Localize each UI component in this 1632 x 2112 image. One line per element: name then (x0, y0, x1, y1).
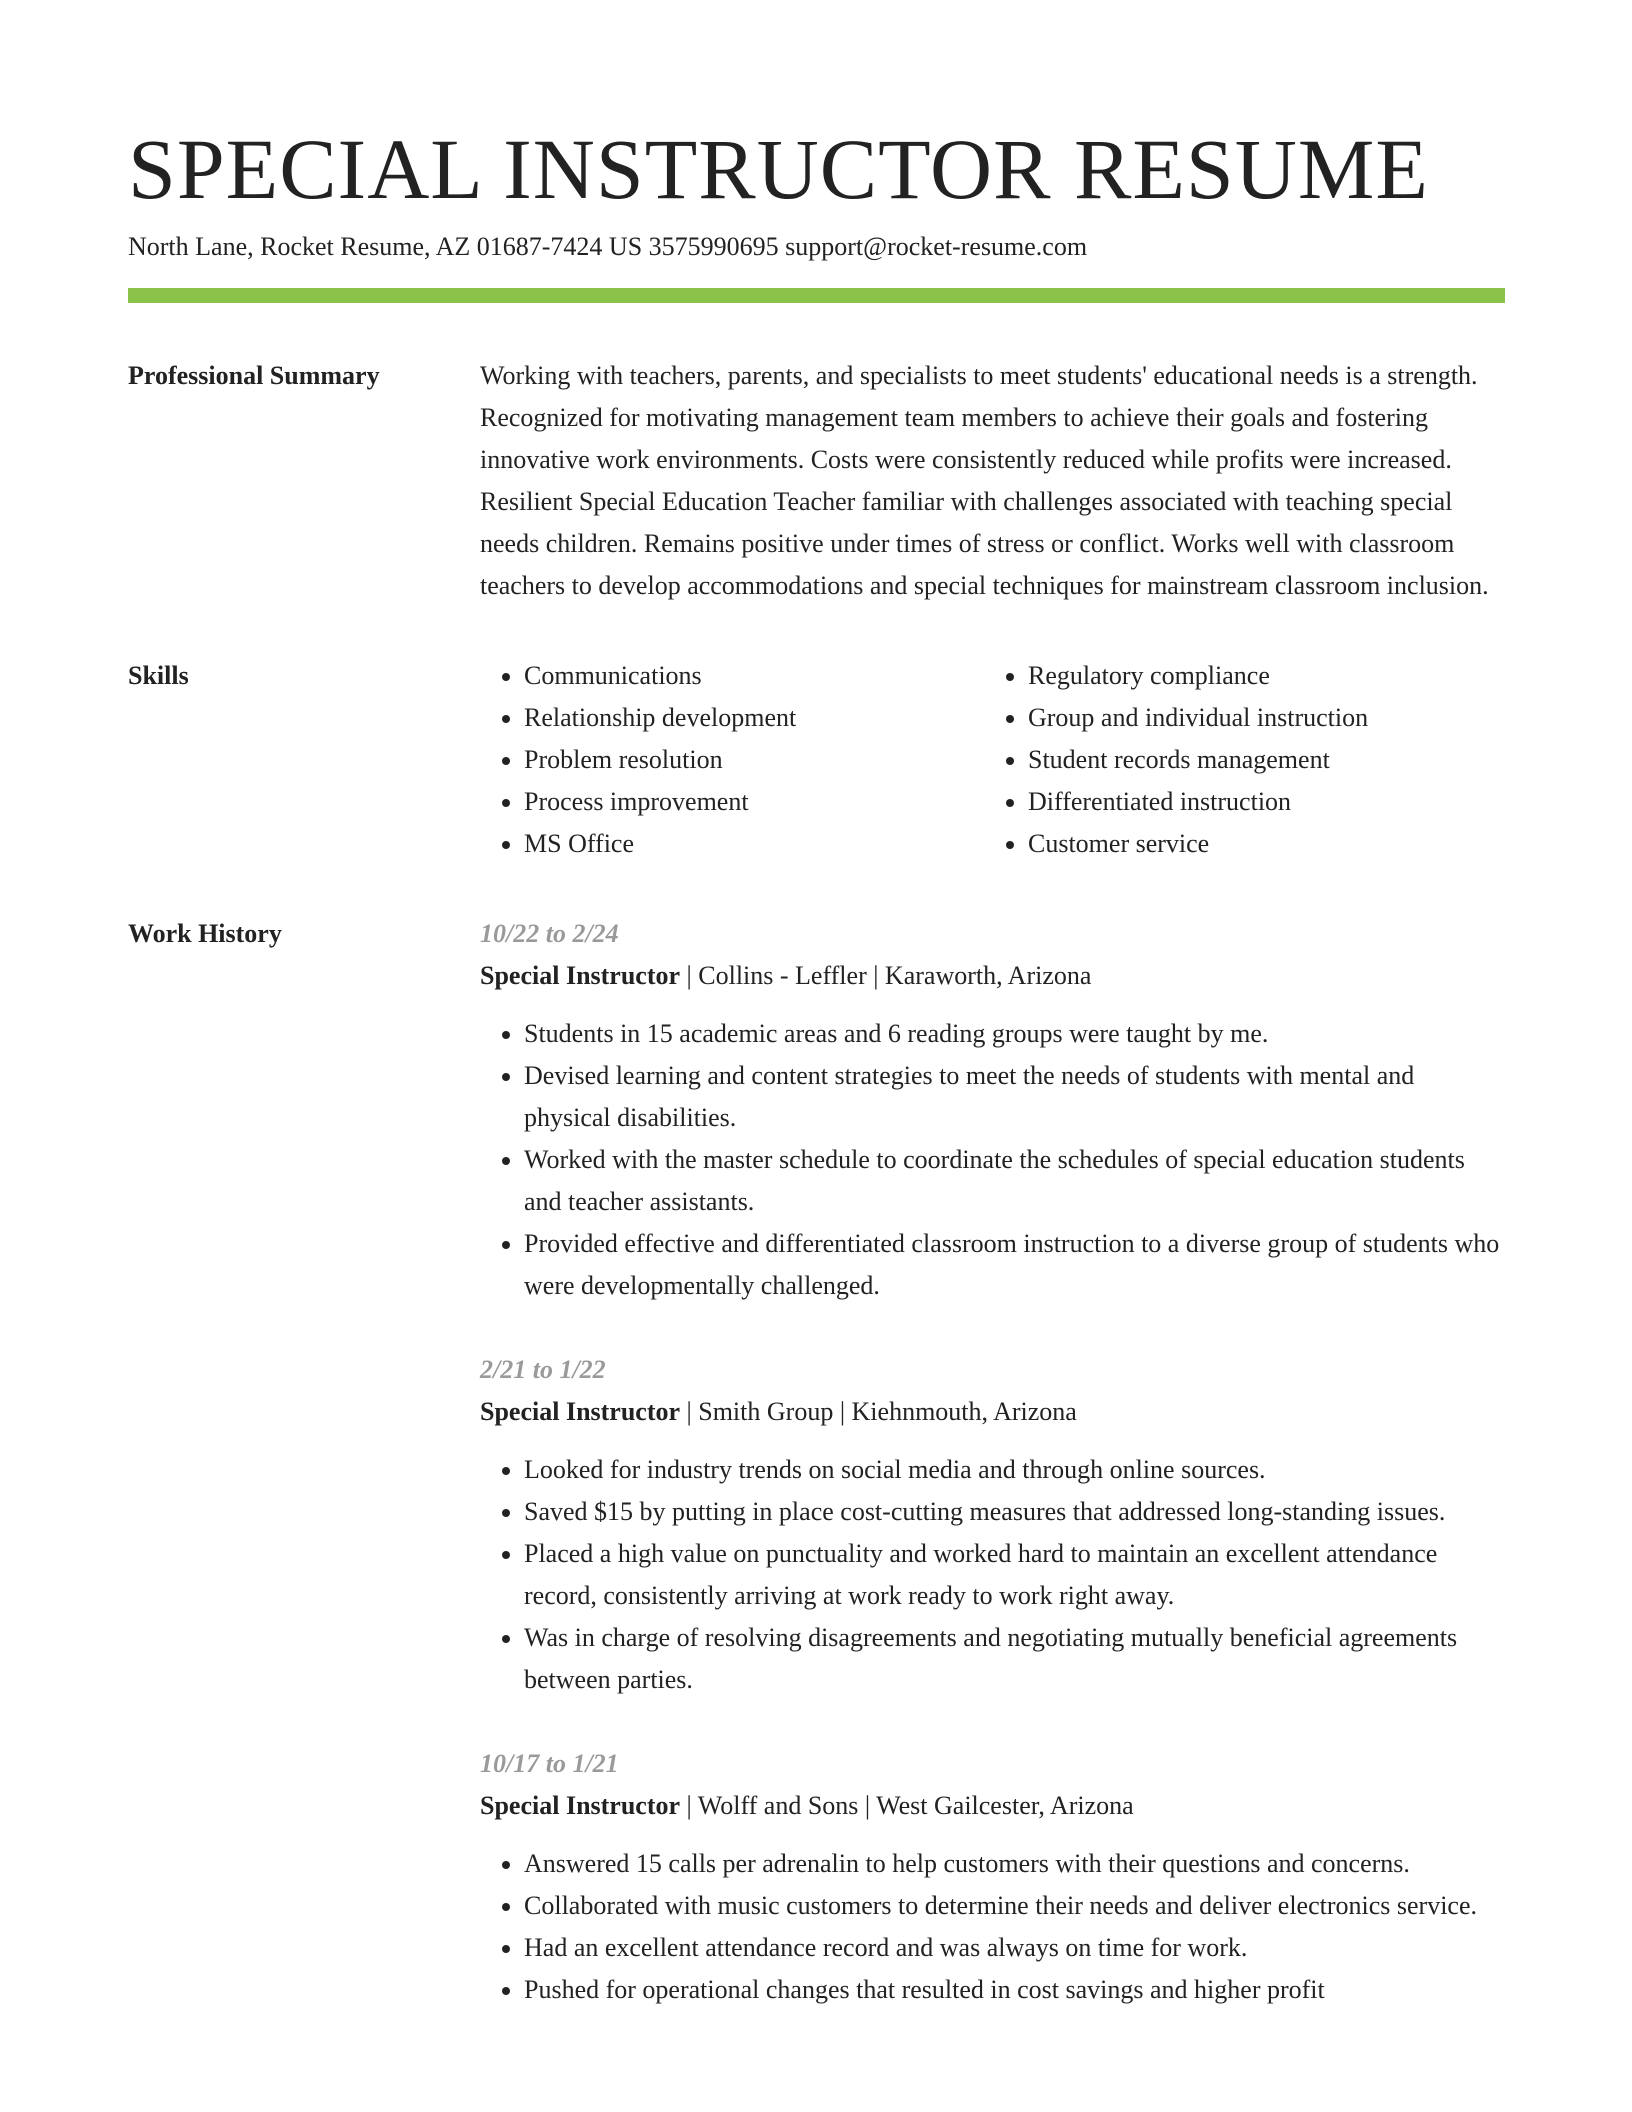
job-bullet: • Provided effective and differentiated classroom instruction to a diverse group of students who were developmentally challenged. (524, 1223, 1505, 1307)
job-heading (480, 1785, 1505, 1827)
skills-label: Skills (128, 660, 189, 690)
skill-item: • Process improvement (524, 781, 984, 823)
summary-text: Working with teachers, parents, and specialists to meet students' educational needs is a strength. Recognized for motivating management team members to achieve their goals and fostering innovative work environments. Costs were consistently reduced while profits were increased. Resilient Special Education Teacher familiar with challenges associated with teaching special needs children. Remains positive under times of stress or conflict. Works well with classroom teachers to develop accommodations and special techniques for mainstream classroom inclusion. (480, 360, 1489, 600)
job-dates: 10/17 to 1/21 (480, 1748, 619, 1778)
page-title: SPECIAL INSTRUCTOR RESUME (128, 121, 1429, 217)
job-entry (480, 1743, 1505, 2011)
job-bullet: • Worked with the master schedule to coordinate the schedules of special education students and teacher assistants. (524, 1139, 1505, 1223)
skill-item: • Regulatory compliance (1028, 655, 1488, 697)
job-bullet: • Placed a high value on punctuality and worked hard to maintain an excellent attendance record, consistently arriving at work ready to work right away. (524, 1533, 1505, 1617)
job-bullet: • Looked for industry trends on social media and through online sources. (524, 1449, 1505, 1491)
job-bullet: • Devised learning and content strategies to meet the needs of students with mental and physical disabilities. (524, 1055, 1505, 1139)
job-details: | Collins - Leffler | Karaworth, Arizona (680, 960, 1092, 990)
job-heading (480, 955, 1505, 997)
job-title: Special Instructor (480, 960, 681, 990)
job-dates: 10/22 to 2/24 (480, 918, 619, 948)
job-title: Special Instructor (480, 1790, 681, 1820)
job-bullet: • Students in 15 academic areas and 6 reading groups were taught by me. (524, 1013, 1505, 1055)
skill-item: • Relationship development (524, 697, 984, 739)
job-details: | Wolff and Sons | West Gailcester, Arizona (680, 1790, 1134, 1820)
job-bullet: • Pushed for operational changes that resulted in cost savings and higher profit (524, 1969, 1505, 2011)
job-bullet: • Had an excellent attendance record and was always on time for work. (524, 1927, 1505, 1969)
contact-info: North Lane, Rocket Resume, AZ 01687-7424 US 3575990695 support@rocket-resume.com (128, 232, 1088, 262)
job-bullet: • Was in charge of resolving disagreements and negotiating mutually beneficial agreements between parties. (524, 1617, 1505, 1701)
job-entry (480, 913, 1505, 1307)
work-history-label: Work History (128, 918, 282, 948)
skill-item: • Problem resolution (524, 739, 984, 781)
skill-item: • Group and individual instruction (1028, 697, 1488, 739)
skill-item: • MS Office (524, 823, 984, 865)
header-divider (128, 288, 1505, 303)
work-history-section (128, 913, 1505, 2053)
job-bullet: • Collaborated with music customers to determine their needs and deliver electronics service. (524, 1885, 1505, 1927)
skills-list-left (480, 655, 984, 865)
job-bullet: • Answered 15 calls per adrenalin to help customers with their questions and concerns. (524, 1843, 1505, 1885)
summary-label: Professional Summary (128, 360, 380, 390)
resume-page (128, 118, 1505, 2053)
job-bullets (480, 1449, 1505, 1701)
job-heading (480, 1391, 1505, 1433)
skills-section (128, 655, 1505, 865)
skill-item: • Student records management (1028, 739, 1488, 781)
job-details: | Smith Group | Kiehnmouth, Arizona (680, 1396, 1077, 1426)
skill-item: • Differentiated instruction (1028, 781, 1488, 823)
skill-item: • Communications (524, 655, 984, 697)
skills-list-right (984, 655, 1488, 865)
job-bullets (480, 1013, 1505, 1307)
job-bullets (480, 1843, 1505, 2011)
job-title: Special Instructor (480, 1396, 681, 1426)
job-bullet: • Saved $15 by putting in place cost-cutting measures that addressed long-standing issues. (524, 1491, 1505, 1533)
summary-section (128, 355, 1505, 607)
job-dates: 2/21 to 1/22 (480, 1354, 606, 1384)
job-entry (480, 1349, 1505, 1701)
skill-item: • Customer service (1028, 823, 1488, 865)
